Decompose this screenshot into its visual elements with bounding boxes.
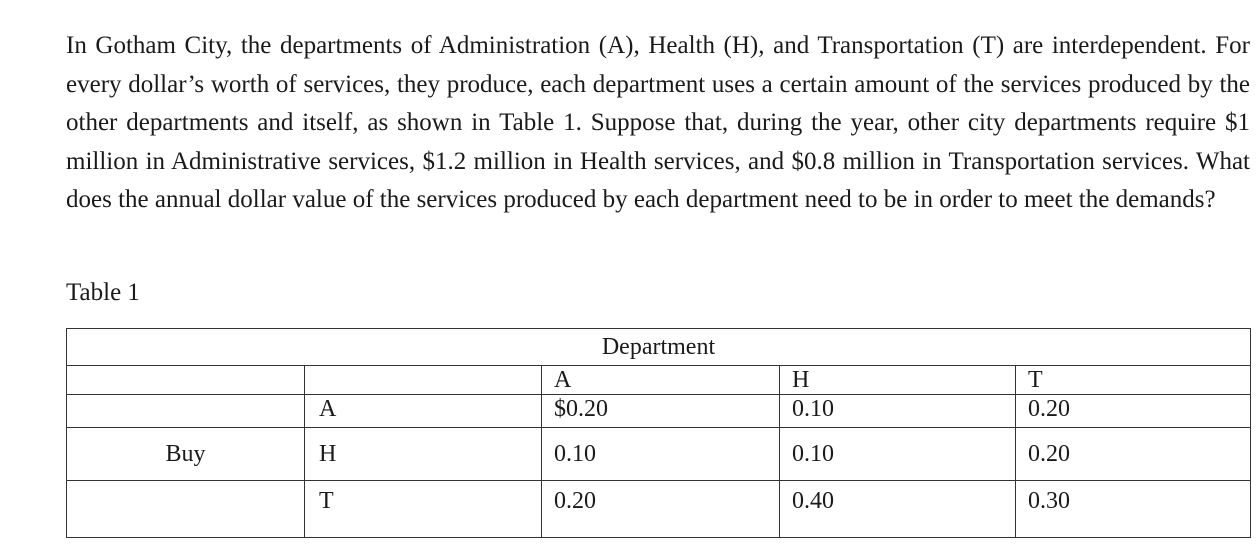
row-label-h: H (305, 428, 542, 481)
table-cell: 0.10 (780, 395, 1016, 428)
table-caption: Table 1 (66, 279, 140, 306)
column-header-t: T (1016, 366, 1251, 395)
table-row (67, 481, 1251, 538)
column-header-a: A (542, 366, 780, 395)
buy-label: Buy (67, 428, 305, 481)
table-header-row (67, 329, 1251, 366)
row-label-a: A (305, 395, 542, 428)
table-cell: $0.20 (542, 395, 780, 428)
table-cell: 0.40 (780, 481, 1016, 538)
interdependency-table (66, 328, 1251, 538)
row-label-t: T (305, 481, 542, 538)
empty-cell (305, 366, 542, 395)
empty-cell (67, 395, 305, 428)
department-header: Department (67, 329, 1251, 366)
column-header-row (67, 366, 1251, 395)
empty-cell (67, 366, 305, 395)
table-cell: 0.20 (1016, 428, 1251, 481)
problem-statement: In Gotham City, the departments of Administration (A), Health (H), and Transportation (T) are interdependent. For every dollar’s worth of services, they produce, each department uses a certain amount of the services produced by the other departments and itself, as shown in Table 1. Suppose that, during the year, other city departments require $1 million in Administrative services, $1.2 million in Health services, and $0.8 million in Transportation services. What does the annual dollar value of the services produced by each department need to be in order to meet the demands? (66, 32, 1250, 214)
table-row (67, 395, 1251, 428)
table-cell: 0.20 (1016, 395, 1251, 428)
table-cell: 0.10 (780, 428, 1016, 481)
table-cell: 0.10 (542, 428, 780, 481)
column-header-h: H (780, 366, 1016, 395)
table-cell: 0.30 (1016, 481, 1251, 538)
empty-cell (67, 481, 305, 538)
table-row (67, 428, 1251, 481)
table-cell: 0.20 (542, 481, 780, 538)
